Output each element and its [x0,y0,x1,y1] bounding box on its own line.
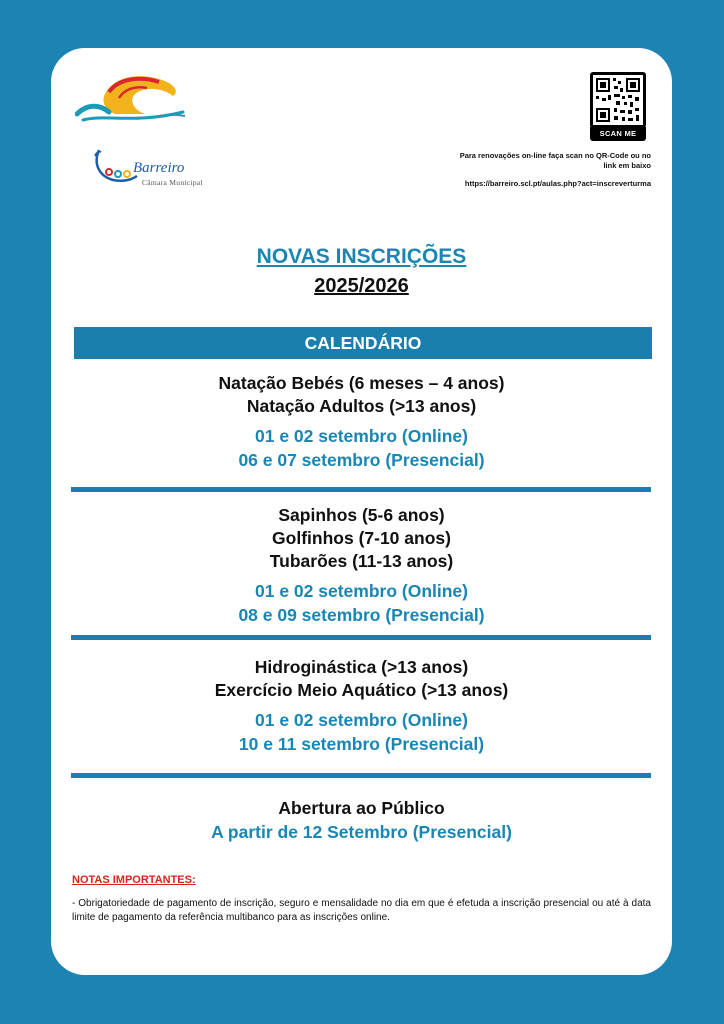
section-line: Hidroginástica (>13 anos) [254,657,469,677]
poster-card [51,48,672,975]
qr-code-icon [590,72,646,128]
divider [71,773,651,778]
section-date: 01 e 02 setembro (Online) [255,581,468,601]
section-line: Exercício Meio Aquático (>13 anos) [214,680,509,700]
section-public-opening [51,797,672,844]
qr-caption: SCAN ME [590,127,646,141]
notes-title: NOTAS IMPORTANTES: [72,874,196,886]
notes-text: - Obrigatoriedade de pagamento de inscrição, seguro e mensalidade no dia em que é efetuda a inscrição presencial ou até à data limite de pagamento da referência multibanco para as inscrições online. [72,898,651,923]
section-date: 06 e 07 setembro (Presencial) [238,450,485,470]
section-line: Sapinhos (5-6 anos) [278,505,445,525]
section-line: Tubarões (11-13 anos) [269,551,454,571]
barreiro-logo [89,142,213,196]
barreiro-emblem-icon [89,142,139,196]
renewal-link[interactable]: https://barreiro.scl.pt/aulas.php?act=inscreverturma [464,179,651,188]
section-babies-adults [51,372,672,472]
qr-note: Para renovações on-line faça scan no QR-Code ou no link em baixo [459,151,651,170]
section-line: Golfinhos (7-10 anos) [272,528,451,548]
section-kids [51,504,672,627]
section-date: 08 e 09 setembro (Presencial) [238,605,485,625]
divider [71,487,651,492]
qr-code[interactable] [590,72,646,142]
section-line: Natação Bebés (6 meses – 4 anos) [218,373,505,393]
swimming-logo-icon [75,74,187,130]
logo-name: Barreiro [133,160,185,176]
section-aqua-fitness [51,656,672,756]
section-line: Natação Adultos (>13 anos) [246,396,477,416]
section-line: Abertura ao Público [278,798,445,818]
logo-subtitle: Câmara Municipal [142,178,203,187]
section-date: 01 e 02 setembro (Online) [255,710,468,730]
section-date: A partir de 12 Setembro (Presencial) [211,822,512,842]
section-date: 10 e 11 setembro (Presencial) [238,734,485,754]
page-title: NOVAS INSCRIÇÕES [256,245,467,268]
divider [71,635,651,640]
calendar-header: CALENDÁRIO [74,327,652,359]
season-year: 2025/2026 [314,275,409,297]
section-date: 01 e 02 setembro (Online) [255,426,468,446]
